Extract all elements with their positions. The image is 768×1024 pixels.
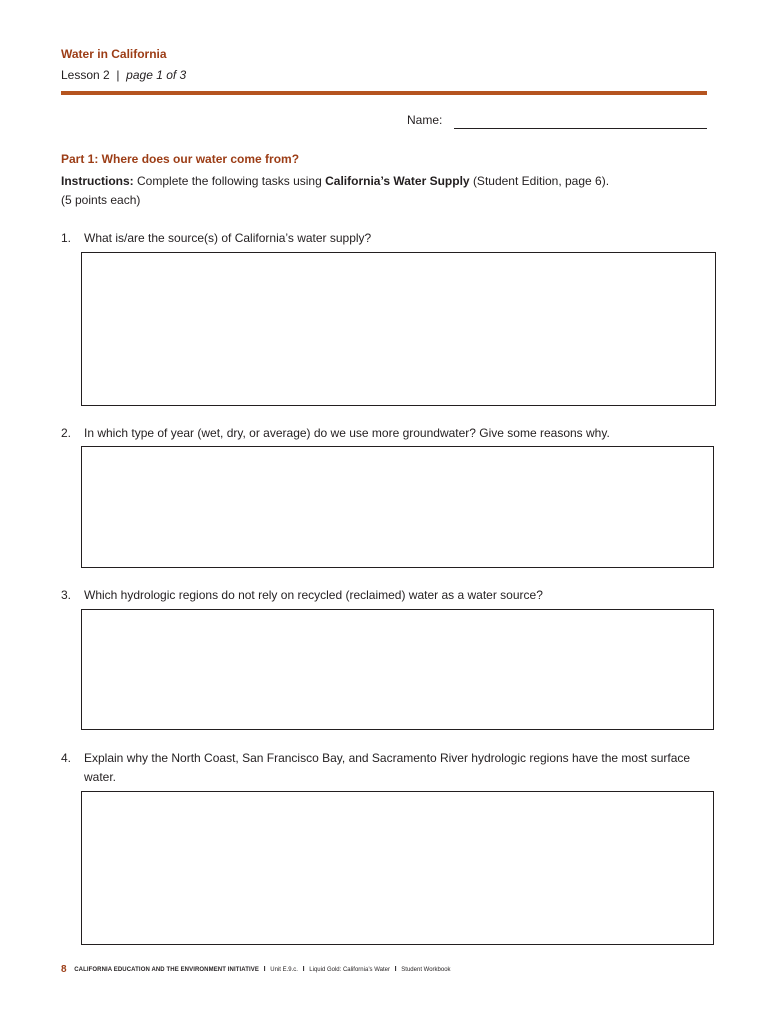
question-number: 4. [61,751,72,765]
instructions-text-pre: Complete the following tasks using [137,174,322,188]
footer-org: CALIFORNIA EDUCATION AND THE ENVIRONMENT INITIATIVE [74,967,259,973]
worksheet-title: Water in California [61,47,167,61]
header-divider: | [116,68,120,82]
page-number: 8 [61,964,67,975]
footer [61,964,451,975]
question-number: 2. [61,426,72,440]
footer-unit: Unit E.9.c. [270,967,298,973]
instructions-label: Instructions: [61,174,134,188]
footer-separator: I [263,966,266,973]
question-text: In which type of year (wet, dry, or average) do we use more groundwater? Give some reasons why. [84,426,610,440]
header-rule [61,91,707,95]
question-number: 1. [61,231,72,245]
answer-box-2[interactable] [81,446,714,568]
name-blank-line[interactable] [454,128,707,129]
points-note: (5 points each) [61,193,141,207]
footer-title: Liquid Gold: California’s Water [309,967,390,973]
instructions-text-post: (Student Edition, page 6). [472,174,610,188]
part-title: Part 1: Where does our water come from? [61,152,300,166]
lesson-info [61,68,186,82]
instructions [61,172,711,210]
question-text: What is/are the source(s) of California’s water supply? [84,231,372,245]
question-text: Explain why the North Coast, San Francisco Bay, and Sacramento River hydrologic regions have the most surface water. [84,751,691,784]
question-text: Which hydrologic regions do not rely on recycled (reclaimed) water as a water source? [84,588,543,602]
answer-box-3[interactable] [81,609,714,730]
source-title: California’s Water Supply [325,174,470,188]
answer-box-4[interactable] [81,791,714,945]
footer-book: Student Workbook [401,967,451,973]
answer-box-1[interactable] [81,252,716,406]
name-field[interactable] [407,113,707,127]
page-indicator: page 1 of 3 [126,68,187,82]
footer-separator: I [302,966,305,973]
question-number: 3. [61,588,72,602]
footer-separator: I [394,966,397,973]
name-label: Name: [407,113,443,127]
lesson-label: Lesson 2 [61,68,110,82]
